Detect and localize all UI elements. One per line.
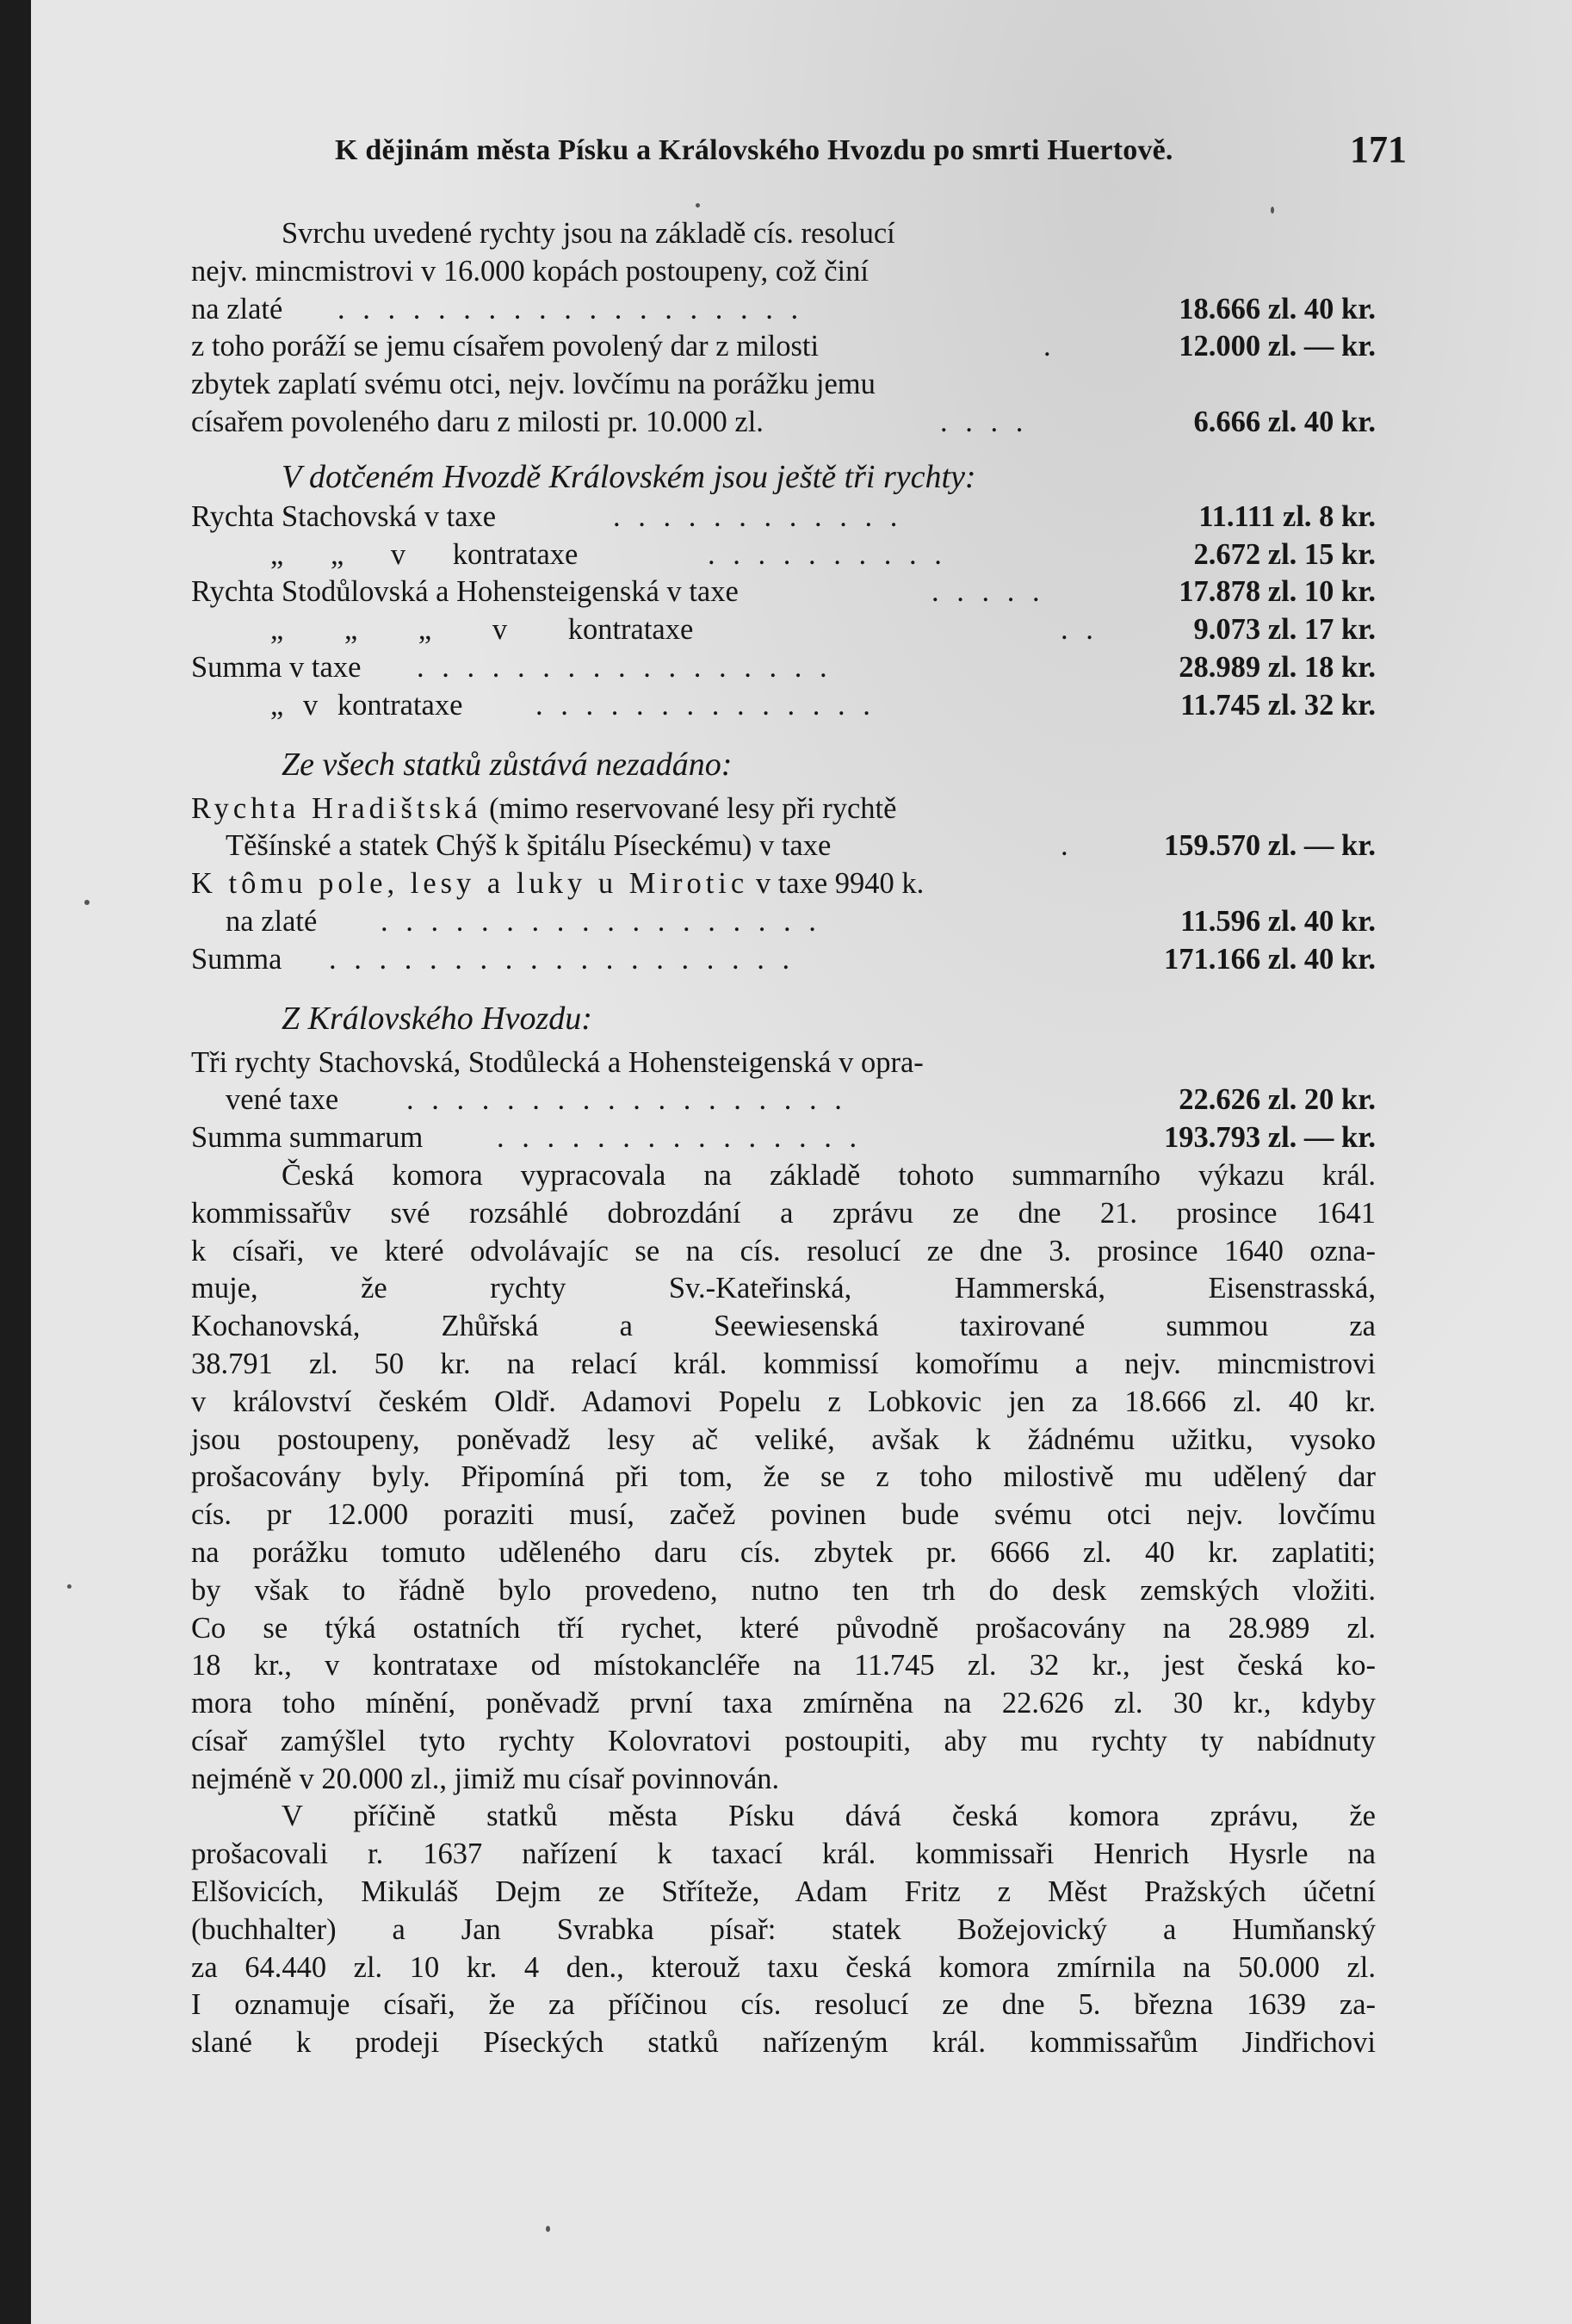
leader-dots: . . bbox=[1061, 613, 1099, 647]
ledger-row bbox=[191, 687, 1376, 725]
ledger-label: „ „ v kontrataxe bbox=[270, 537, 579, 571]
text-span bbox=[191, 790, 896, 828]
text-line bbox=[191, 215, 1376, 253]
text-line bbox=[191, 790, 1376, 828]
leader-dots: . . . . . bbox=[931, 575, 1045, 609]
heading-text: V dotčeném Hvozdě Královském jsou ještě tři rychty: bbox=[282, 458, 976, 495]
leader-dots: . . . . . . . . . . . . . . . . . bbox=[417, 650, 832, 684]
scan-speck bbox=[1271, 207, 1274, 214]
ledger-row bbox=[191, 1119, 1376, 1157]
leader-dots: . bbox=[1061, 829, 1074, 863]
paragraph-line: nejméně v 20.000 zl., jimiž mu císař povinnován. bbox=[191, 1762, 780, 1795]
text-span: zbytek zaplatí svému otci, nejv. lovčímu na porážku jemu bbox=[191, 368, 876, 401]
ledger-amount: 6.666 zl. 40 kr. bbox=[1193, 405, 1376, 438]
leader-dots: . . . . . . . . . . . . . . . bbox=[497, 1121, 863, 1155]
ledger-amount: 28.989 zl. 18 kr. bbox=[1179, 650, 1376, 684]
paragraph-line: Co se týká ostatních tří rychet, které původně prošacovány na 28.989 zl. bbox=[191, 1611, 1376, 1645]
ledger-label: „ v kontrataxe bbox=[270, 688, 463, 722]
text-span: Svrchu uvedené rychty jsou na základě cís. resolucí bbox=[282, 217, 895, 250]
paragraph-line: Elšovicích, Mikuláš Dejm ze Stříteže, Adam Fritz z Měst Pražských účetní bbox=[191, 1875, 1376, 1909]
paragraph-line: muje, že rychty Sv.-Kateřinská, Hammerská, Eisenstrasská, bbox=[191, 1272, 1376, 1305]
ledger-amount: 18.666 zl. 40 kr. bbox=[1179, 292, 1376, 325]
ledger-row bbox=[191, 827, 1376, 865]
ledger-amount: 193.793 zl. — kr. bbox=[1164, 1121, 1376, 1155]
ledger-row bbox=[191, 404, 1376, 442]
paragraph-line: cís. pr 12.000 poraziti musí, začež povinen bude svému otci nejv. lovčímu bbox=[191, 1498, 1376, 1532]
section-heading bbox=[191, 725, 1376, 790]
ledger-row bbox=[191, 611, 1376, 649]
paragraph-line: kommissařův své rozsáhlé dobrozdání a zprávu ze dne 21. prosince 1641 bbox=[191, 1196, 1376, 1230]
ledger-row bbox=[191, 941, 1376, 979]
paragraph-line: slané k prodeji Píseckých statků nařízeným král. kommissařům Jindřichovi bbox=[191, 2026, 1376, 2060]
leader-dots: . . . . bbox=[940, 405, 1029, 438]
leader-dots: . . . . . . . . . . . . . . . . . . bbox=[406, 1083, 847, 1117]
paragraph-line: jsou postoupeny, poněvadž lesy ač veliké, avšak k žádnému užitku, vysoko bbox=[191, 1422, 1376, 1456]
page-content bbox=[191, 215, 1376, 2062]
text-line bbox=[191, 253, 1376, 291]
paragraph-line: Kochanovská, Zhůřská a Seewiesenská taxirované summou za bbox=[191, 1310, 1376, 1343]
leader-dots: . . . . . . . . . . . . . . bbox=[535, 688, 876, 722]
text-span: v taxe 9940 k. bbox=[748, 867, 925, 901]
paragraph-line: (buchhalter) a Jan Svrabka písař: statek Božejovický a Humňanský bbox=[191, 1912, 1376, 1946]
text-line bbox=[191, 865, 1376, 903]
ledger-label: Summa v taxe bbox=[191, 650, 362, 684]
text-span: nejv. mincmistrovi v 16.000 kopách postoupeny, což činí bbox=[191, 254, 869, 288]
leader-dots: . bbox=[1043, 330, 1056, 363]
ledger-amount: 171.166 zl. 40 kr. bbox=[1164, 942, 1376, 976]
leader-dots: . . . . . . . . . . . . . . . . . . . bbox=[329, 942, 795, 976]
ledger-label: z toho poráží se jemu císařem povolený dar z milosti bbox=[191, 330, 820, 363]
paragraph-line: k císaři, ve které odvolávajíc se na cís. resolucí ze dne 3. prosince 1640 ozna- bbox=[191, 1234, 1376, 1267]
paragraph-line: v království českém Oldř. Adamovi Popelu z Lobkovic jen za 18.666 zl. 40 kr. bbox=[191, 1385, 1376, 1418]
paragraph-line: prošacovali r. 1637 nařízení k taxací král. kommissaři Henrich Hysrle na bbox=[191, 1838, 1376, 1871]
paragraph-line: V příčině statků města Písku dává česká komora zprávu, že bbox=[282, 1800, 1376, 1833]
leader-dots: . . . . . . . . . . . . bbox=[613, 499, 903, 533]
scan-speck bbox=[546, 2226, 550, 2232]
ledger-label: Těšínské a statek Chýš k špitálu Píseckému) v taxe bbox=[226, 829, 832, 863]
ledger-label: na zlaté bbox=[226, 904, 318, 938]
paragraph-line: 38.791 zl. 50 kr. na relací král. kommissí komořímu a nejv. mincmistrovi bbox=[191, 1347, 1376, 1380]
ledger-amount: 9.073 zl. 17 kr. bbox=[1193, 613, 1376, 647]
ledger-label: Summa summarum bbox=[191, 1121, 424, 1155]
running-title: K dějinám města Písku a Královského Hvozdu po smrti Huertově. bbox=[335, 134, 1173, 166]
ledger-row bbox=[191, 1081, 1376, 1119]
ledger-row bbox=[191, 536, 1376, 574]
section-heading bbox=[191, 979, 1376, 1044]
ledger-label: císařem povoleného daru z milosti pr. 10.000 zl. bbox=[191, 405, 764, 438]
ledger-label: na zlaté bbox=[191, 292, 283, 325]
spaced-name: Rychta Hradištská bbox=[191, 791, 482, 825]
spaced-name: K tômu pole, lesy a luky u Mirotic bbox=[191, 867, 749, 901]
ledger-row bbox=[191, 499, 1376, 536]
paragraph bbox=[191, 1798, 1376, 2062]
ledger-row bbox=[191, 903, 1376, 941]
paragraph-line: na porážku tomuto uděleného daru cís. zbytek pr. 6666 zl. 40 kr. zaplatiti; bbox=[191, 1535, 1376, 1569]
scan-speck bbox=[696, 203, 700, 208]
ledger-amount: 11.745 zl. 32 kr. bbox=[1180, 688, 1376, 722]
ledger-amount: 2.672 zl. 15 kr. bbox=[1193, 537, 1376, 571]
scan-gutter bbox=[0, 0, 31, 2324]
ledger-label: „ „ „ v kontrataxe bbox=[270, 613, 694, 647]
paragraph-line: mora toho mínění, poněvadž první taxa zmírněna na 22.626 zl. 30 kr., kdyby bbox=[191, 1687, 1376, 1720]
leader-dots: . . . . . . . . . . . . . . . . . . . bbox=[337, 292, 804, 325]
ledger-amount: 22.626 zl. 20 kr. bbox=[1179, 1083, 1376, 1117]
ledger-label: Rychta Stodůlovská a Hohensteigenská v taxe bbox=[191, 575, 739, 609]
ledger-amount: 159.570 zl. — kr. bbox=[1164, 829, 1376, 863]
text-span bbox=[191, 865, 924, 903]
section-heading bbox=[191, 442, 1376, 499]
text-line bbox=[191, 1044, 1376, 1082]
running-header bbox=[335, 127, 1407, 179]
paragraph-line: císař zamýšlel tyto rychty Kolovratovi postoupiti, aby mu rychty ty nabídnuty bbox=[191, 1724, 1376, 1757]
scan-speck bbox=[84, 900, 90, 905]
ledger-label: vené taxe bbox=[226, 1083, 339, 1117]
paragraph-line: za 64.440 zl. 10 kr. 4 den., kterouž taxu česká komora zmírnila na 50.000 zl. bbox=[191, 1950, 1376, 1984]
page-number: 171 bbox=[1350, 128, 1407, 170]
scan-speck bbox=[67, 1584, 71, 1589]
ledger-row bbox=[191, 328, 1376, 366]
book-page bbox=[31, 0, 1572, 2324]
ledger-label: Rychta Stachovská v taxe bbox=[191, 499, 497, 533]
paragraph-line: I oznamuje císaři, že za příčinou cís. resolucí ze dne 5. března 1639 za- bbox=[191, 1988, 1376, 2022]
heading-text: Z Královského Hvozdu: bbox=[282, 1000, 592, 1037]
paragraph-line: Česká komora vypracovala na základě tohoto summarního výkazu král. bbox=[282, 1158, 1376, 1192]
text-span: (mimo reservované lesy při rychtě bbox=[481, 791, 897, 825]
ledger-row bbox=[191, 291, 1376, 329]
ledger-amount: 11.111 zl. 8 kr. bbox=[1198, 499, 1376, 533]
leader-dots: . . . . . . . . . . . . . . . . . . bbox=[381, 904, 821, 938]
ledger-amount: 17.878 zl. 10 kr. bbox=[1179, 575, 1376, 609]
paragraph bbox=[191, 1157, 1376, 1799]
ledger-label: Summa bbox=[191, 942, 282, 976]
ledger-row bbox=[191, 649, 1376, 687]
heading-text: Ze všech statků zůstává nezadáno: bbox=[282, 746, 733, 783]
text-line bbox=[191, 366, 1376, 404]
paragraph-line: by však to řádně bylo provedeno, nutno ten trh do desk zemských vložiti. bbox=[191, 1573, 1376, 1607]
paragraph-line: prošacovány byly. Připomíná při tom, že se z toho milostivě mu udělený dar bbox=[191, 1460, 1376, 1494]
text-span: Tři rychty Stachovská, Stodůlecká a Hohensteigenská v opra- bbox=[191, 1045, 924, 1079]
ledger-row bbox=[191, 573, 1376, 611]
ledger-amount: 11.596 zl. 40 kr. bbox=[1180, 904, 1376, 938]
ledger-amount: 12.000 zl. — kr. bbox=[1179, 330, 1376, 363]
paragraph-line: 18 kr., v kontrataxe od místokancléře na 11.745 zl. 32 kr., jest česká ko- bbox=[191, 1649, 1376, 1683]
leader-dots: . . . . . . . . . . bbox=[708, 537, 947, 571]
